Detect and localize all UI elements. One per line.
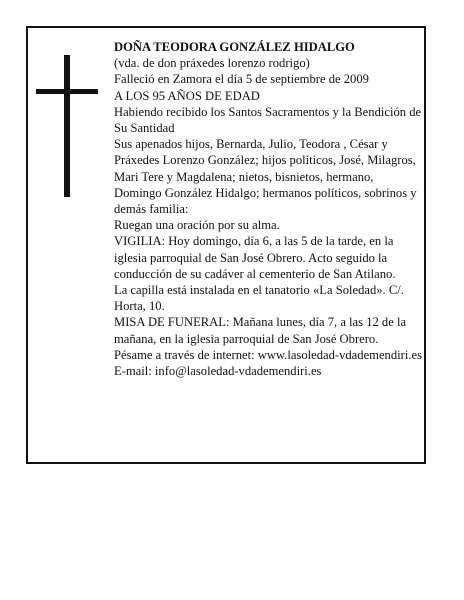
death-line: Falleció en Zamora el día 5 de septiembre de 2009 xyxy=(114,72,369,87)
sacraments-paragraph: Habiendo recibido los Santos Sacramentos y la Bendición de Su Santidad xyxy=(114,104,422,136)
funeral-mass-paragraph: MISA DE FUNERAL: Mañana lunes, día 7, a las 12 de la mañana, en la iglesia parroquial de San José Obrero. xyxy=(114,315,407,346)
obituary-text xyxy=(114,39,422,379)
cross-horizontal-bar xyxy=(36,89,98,94)
family-paragraph: Sus apenados hijos, Bernarda, Julio, Teodora , César y Práxedes Lorenzo González; hijos políticos, José, Milagros, Mari Tere y Magdalena; nietos, bisnietos, hermano, Domingo González Hidalgo; hermanos políticos, sobrinos y demás familia: xyxy=(114,137,417,217)
cross-vertical-bar xyxy=(64,55,70,197)
chapel-paragraph: La capilla está instalada en el tanatorio «La Soledad». C/. Horta, 10. xyxy=(114,283,404,314)
widow-of-line: (vda. de don práxedes lorenzo rodrigo) xyxy=(114,56,310,71)
condolences-paragraph: Pésame a través de internet: www.lasoledad-vdademendiri.es xyxy=(114,347,422,362)
cross-icon xyxy=(36,55,98,197)
deceased-name: DOÑA TEODORA GONZÁLEZ HIDALGO xyxy=(114,40,355,54)
age-line: A LOS 95 AÑOS DE EDAD xyxy=(114,88,260,103)
prayer-line: Ruegan una oración por su alma. xyxy=(114,218,280,233)
email-line: E-mail: info@lasoledad-vdademendiri.es xyxy=(114,364,322,379)
vigil-paragraph: VIGILIA: Hoy domingo, día 6, a las 5 de la tarde, en la iglesia parroquial de San José Obrero. Acto seguido la conducción de su cadáver al cementerio de San Atilano. xyxy=(114,234,396,281)
